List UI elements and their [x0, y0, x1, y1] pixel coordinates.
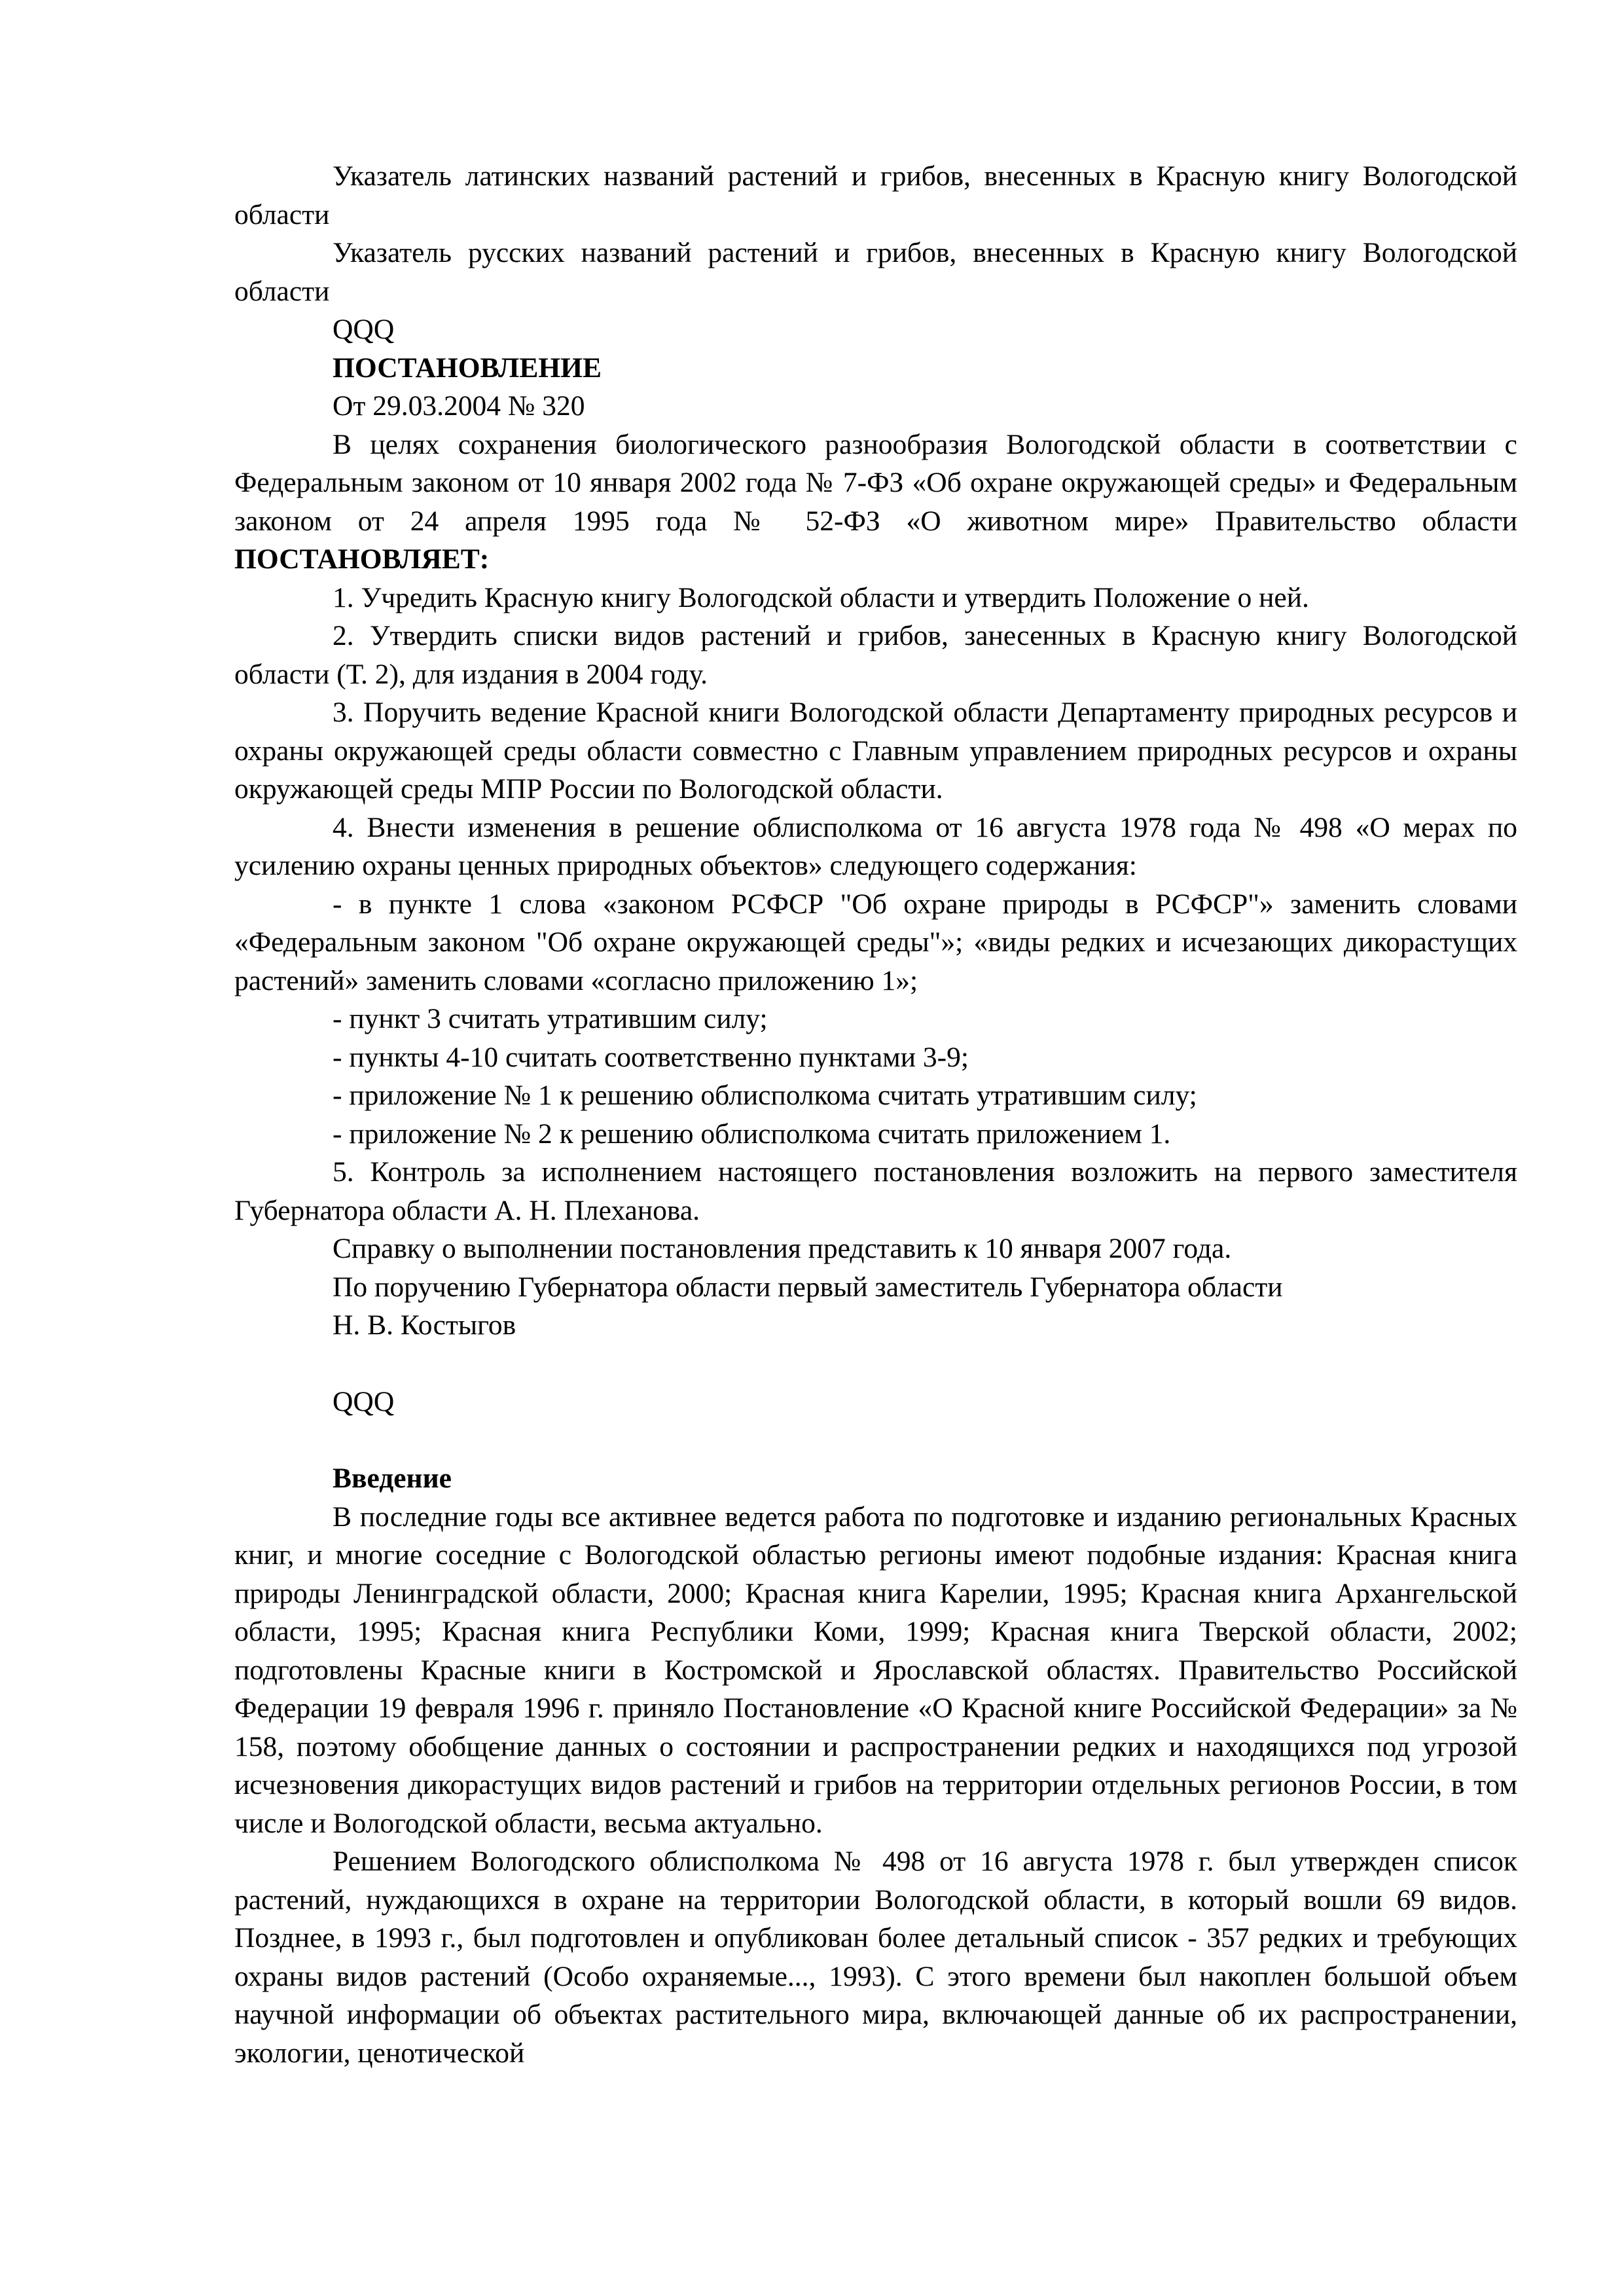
decree-item-4-sub-b: - пункт 3 считать утратившим силу;: [333, 1003, 768, 1034]
blank-line: [234, 1421, 1517, 1460]
decree-preamble-text: В целях сохранения биологического разнообразия Вологодской области в соответствии с Федеральным законом от 10 января 2002 года № 7-ФЗ «Об охране окружающей среды» и Федеральным законом от 24 апреля 1995 года № 52-ФЗ «О животном мире» Правительство области: [234, 428, 1517, 537]
intro-paragraph-2: Решением Вологодского облисполкома № 498 от 16 августа 1978 г. был утвержден список растений, нуждающихся в охране на территории Вологодской области, в который вошли 69 видов. Позднее, в 1993 г., был подготовлен и опубликован более детальный список - 357 редких и требующих охраны видов растений (Особо охраняемые..., 1993). С этого времени был накоплен большой объем научной информации об объектах растительного мира, включающей данные об их распространении, экологии, ценотической: [234, 1846, 1517, 2069]
decree-preamble: [234, 426, 1517, 579]
decree-item-4-sub-a: - в пункте 1 слова «законом РСФСР "Об охране природы в РСФСР"» заменить словами «Федеральным законом "Об охране окружающей среды"»; «виды редких и исчезающих дикорастущих растений» заменить словами «согласно приложению 1»;: [234, 888, 1517, 996]
decree-item-3: 3. Поручить ведение Красной книги Вологодской области Департаменту природных ресурсов и охраны окружающей среды области совместно с Главным управлением природных ресурсов и охраны окружающей среды МПР России по Вологодской области.: [234, 697, 1517, 805]
separator-qqq: QQQ: [333, 1386, 395, 1417]
decree-preamble-bold: ПОСТАНОВЛЯЕТ:: [234, 543, 490, 575]
separator-qqq: QQQ: [333, 314, 395, 345]
signer-name: Н. В. Костыгов: [333, 1309, 516, 1341]
decree-report-line: Справку о выполнении постановления представить к 10 января 2007 года.: [333, 1233, 1232, 1264]
index-russian-line: Указатель русских названий растений и грибов, внесенных в Красную книгу Вологодской области: [234, 237, 1517, 307]
decree-item-1: 1. Учредить Красную книгу Вологодской области и утвердить Положение о ней.: [333, 581, 1309, 613]
intro-heading: Введение: [333, 1463, 452, 1494]
decree-item-4-sub-d: - приложение № 1 к решению облисполкома считать утратившим силу;: [333, 1080, 1197, 1111]
decree-item-5: 5. Контроль за исполнением настоящего постановления возложить на первого заместителя Губернатора области А. Н. Плеханова.: [234, 1156, 1517, 1226]
decree-item-2: 2. Утвердить списки видов растений и грибов, занесенных в Красную книгу Вологодской области (Т. 2), для издания в 2004 году.: [234, 620, 1517, 690]
decree-title: ПОСТАНОВЛЕНИЕ: [333, 352, 602, 384]
decree-item-4-sub-c: - пункты 4-10 считать соответственно пунктами 3-9;: [333, 1041, 969, 1073]
decree-date: От 29.03.2004 № 320: [333, 390, 585, 422]
intro-paragraph-1: В последние годы все активнее ведется работа по подготовке и изданию региональных Красных книг, и многие соседние с Вологодской областью регионы имеют подобные издания: Красная книга природы Ленинградской области, 2000; Красная книга Карелии, 1995; Красная книга Архангельской области, 1995; Красная книга Республики Коми, 1999; Красная книга Тверской области, 2002; подготовлены Красные книги в Костромской и Ярославской областях. Правительство Российской Федерации 19 февраля 1996 г. приняло Постановление «О Красной книге Российской Федерации» за № 158, поэтому обобщение данных о состоянии и распространении редких и находящихся под угрозой исчезновения дикорастущих видов растений и грибов на территории отдельных регионов России, в том числе и Вологодской области, весьма актуально.: [234, 1501, 1517, 1839]
blank-line: [234, 1345, 1517, 1383]
decree-item-4-sub-e: - приложение № 2 к решению облисполкома считать приложением 1.: [333, 1118, 1171, 1150]
signer-position: По поручению Губернатора области первый заместитель Губернатора области: [333, 1271, 1283, 1303]
decree-item-4: 4. Внести изменения в решение облисполкома от 16 августа 1978 года № 498 «О мерах по усилению охраны ценных природных объектов» следующего содержания:: [234, 811, 1517, 881]
index-latin-line: Указатель латинских названий растений и грибов, внесенных в Красную книгу Вологодской области: [234, 160, 1517, 230]
document-page: [234, 157, 1517, 2072]
